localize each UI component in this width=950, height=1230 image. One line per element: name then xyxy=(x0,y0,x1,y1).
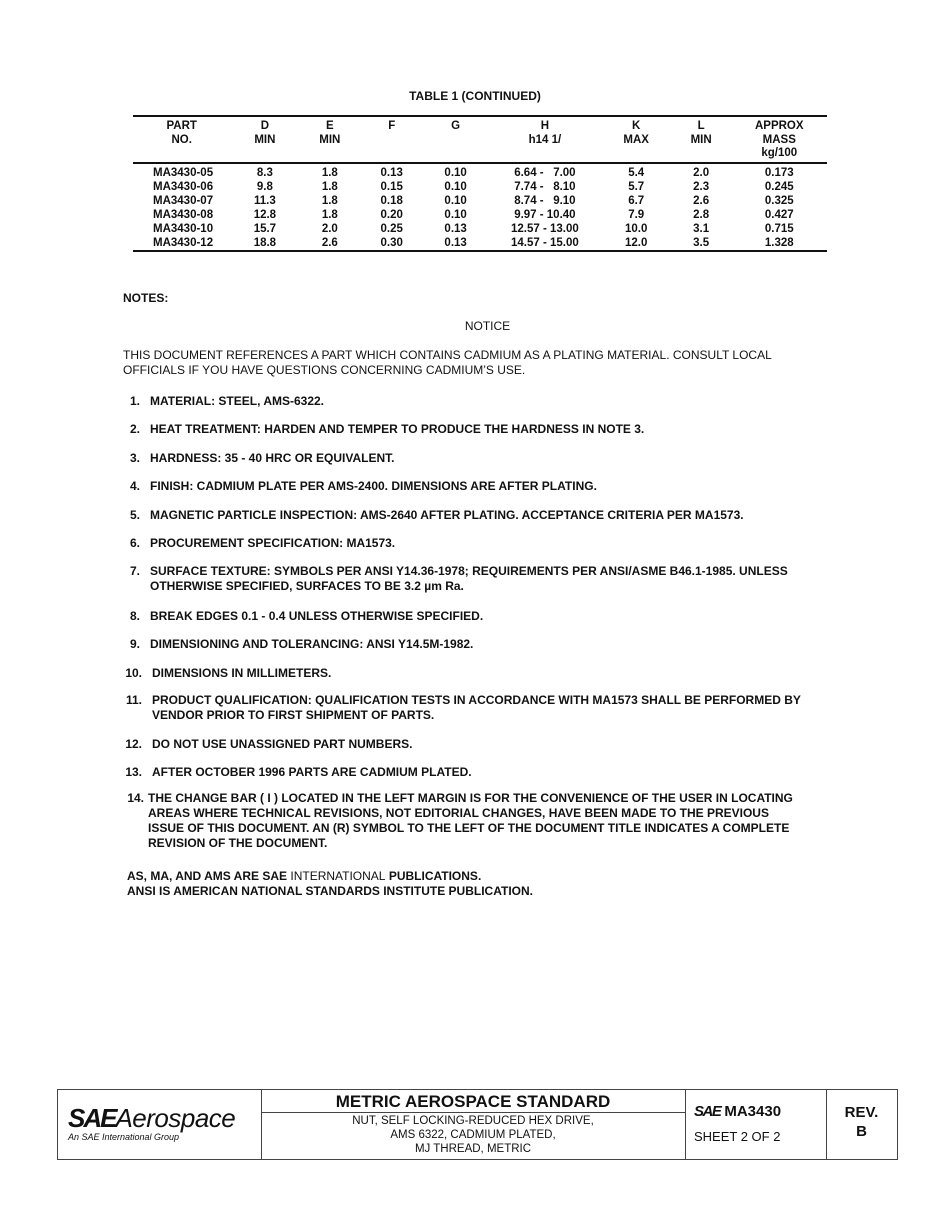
revision-label: REV. xyxy=(844,1104,879,1121)
table-cell: 0.25 xyxy=(380,222,403,235)
revision-value: B xyxy=(856,1123,867,1140)
column-header xyxy=(732,116,827,163)
table-cell: 2.6 xyxy=(321,236,338,249)
notice-text: THIS DOCUMENT REFERENCES A PART WHICH CONTAINS CADMIUM AS A PLATING MATERIAL. CONSULT LOCAL OFFICIALS IF YOU HAVE QUESTIONS CONCERNING CADMIUM’S USE. xyxy=(123,348,772,377)
publications-statement xyxy=(127,869,533,898)
table-row xyxy=(133,194,827,208)
column-header xyxy=(230,116,299,163)
table-cell: 0.10 xyxy=(444,194,467,207)
table-cell: MA3430-05 xyxy=(153,166,214,179)
table-row xyxy=(133,208,827,222)
table-cell: 0.245 xyxy=(764,180,794,193)
revision-cell xyxy=(826,1090,897,1159)
table-cell: 2.6 xyxy=(693,194,710,207)
table-cell: 0.15 xyxy=(380,180,403,193)
table-cell: 8.3 xyxy=(256,166,273,179)
table-cell: 2.8 xyxy=(693,208,710,221)
sae-aerospace-logo xyxy=(68,1103,235,1134)
note-number: 8. xyxy=(129,609,140,623)
note-text: THE CHANGE BAR ( I ) LOCATED IN THE LEFT MARGIN IS FOR THE CONVENIENCE OF THE USER IN LOCATING AREAS WHERE TECHNICAL REVISIONS, NOT EDITORIAL CHANGES, HAVE BEEN MADE TO THE PREVIOUS ISSUE OF THIS DOCUMENT. AN (R) SYMBOL TO THE LEFT OF THE DOCUMENT TITLE INDICATES A COMPLETE REVISION OF THE DOCUMENT. xyxy=(148,791,793,850)
note-text: FINISH: CADMIUM PLATE PER AMS-2400. DIMENSIONS ARE AFTER PLATING. xyxy=(150,479,597,493)
publications-international: INTERNATIONAL xyxy=(290,869,386,883)
table-cell: MA3430-12 xyxy=(153,236,214,249)
table-row xyxy=(133,222,827,236)
table-cell: 8.74 - 9.10 xyxy=(514,194,576,207)
table-row xyxy=(133,236,827,251)
table-cell: 12.57 - 13.00 xyxy=(511,222,579,235)
note-text: DIMENSIONS IN MILLIMETERS. xyxy=(152,666,332,680)
logo-cell xyxy=(58,1090,262,1159)
table-cell: 3.1 xyxy=(693,222,710,235)
table-cell: 0.20 xyxy=(380,208,403,221)
column-header-line: MIN xyxy=(319,133,341,146)
table-cell: 1.8 xyxy=(321,180,338,193)
table-cell: 6.64 - 7.00 xyxy=(514,166,576,179)
column-header-line: D xyxy=(260,120,270,132)
table-cell: 0.10 xyxy=(444,166,467,179)
table-cell: 1.8 xyxy=(321,208,338,221)
note-text: DO NOT USE UNASSIGNED PART NUMBERS. xyxy=(152,737,413,751)
description-line: MJ THREAD, METRIC xyxy=(414,1143,532,1155)
column-header-line: APPROX xyxy=(754,120,804,132)
table-cell: 1.8 xyxy=(321,166,338,179)
column-header xyxy=(299,116,360,163)
note-text: PRODUCT QUALIFICATION: QUALIFICATION TESTS IN ACCORDANCE WITH MA1573 SHALL BE PERFORMED BY VENDOR PRIOR TO FIRST SHIPMENT OF PARTS. xyxy=(152,693,801,722)
note-number: 13. xyxy=(125,765,142,779)
table-cell: 0.30 xyxy=(380,236,403,249)
note-number: 3. xyxy=(129,451,140,465)
note-text: HARDNESS: 35 - 40 HRC OR EQUIVALENT. xyxy=(150,451,395,465)
dimensions-table xyxy=(133,115,827,252)
logo-subtitle: An SAE International Group xyxy=(68,1132,180,1142)
table-cell: 2.0 xyxy=(321,222,338,235)
table-cell: 15.7 xyxy=(253,222,277,235)
column-header-line: MASS xyxy=(762,133,796,146)
table-cell: 3.5 xyxy=(693,236,710,249)
publications-line-1 xyxy=(127,869,533,884)
table-cell: MA3430-06 xyxy=(153,180,214,193)
logo-aerospace-text: Aerospace xyxy=(115,1103,236,1133)
column-header-line: h14 1/ xyxy=(528,133,562,146)
table-cell: 7.74 - 8.10 xyxy=(514,180,576,193)
part-description xyxy=(261,1114,685,1156)
table-cell: 6.7 xyxy=(628,194,645,207)
column-header-line: G xyxy=(451,120,461,132)
column-header-line xyxy=(360,134,423,147)
title-cell xyxy=(261,1090,686,1159)
note-number: 7. xyxy=(129,564,140,578)
table-cell: 2.3 xyxy=(693,180,710,193)
column-header-line xyxy=(423,134,488,147)
table-cell: MA3430-07 xyxy=(153,194,214,207)
table-cell: 0.715 xyxy=(764,222,794,235)
note-number: 11. xyxy=(125,693,142,707)
column-header-line: PART xyxy=(166,120,197,132)
table-cell: 0.13 xyxy=(380,166,403,179)
table-cell: 0.10 xyxy=(444,180,467,193)
table-cell: 9.8 xyxy=(256,180,273,193)
column-header-line: F xyxy=(388,120,396,132)
column-header-line: K xyxy=(632,120,641,132)
note-text: HEAT TREATMENT: HARDEN AND TEMPER TO PRODUCE THE HARDNESS IN NOTE 3. xyxy=(150,422,645,436)
table-cell: 0.18 xyxy=(380,194,403,207)
note-number: 6. xyxy=(129,536,140,550)
column-header-line: MIN xyxy=(254,133,276,146)
column-header xyxy=(423,116,488,163)
logo-sae-text: SAE xyxy=(68,1103,116,1133)
note-number: 9. xyxy=(129,637,140,651)
table-cell: 0.325 xyxy=(764,194,794,207)
title-block xyxy=(57,1089,898,1160)
column-header-line: L xyxy=(697,120,705,132)
table-title: TABLE 1 (CONTINUED) xyxy=(409,89,541,103)
table-cell: 0.13 xyxy=(444,236,467,249)
note-number: 12. xyxy=(125,737,142,751)
note-text: DIMENSIONING AND TOLERANCING: ANSI Y14.5M-1982. xyxy=(150,637,474,651)
table-cell: 0.13 xyxy=(444,222,467,235)
table-cell: 0.10 xyxy=(444,208,467,221)
column-header-line: MAX xyxy=(623,133,649,146)
sae-mini-logo: SAE xyxy=(694,1103,721,1120)
notice-title: NOTICE xyxy=(464,319,511,333)
column-header xyxy=(133,116,230,163)
note-number: 1. xyxy=(129,394,140,408)
column-header-line: H xyxy=(540,120,550,132)
table-cell: 11.3 xyxy=(254,194,276,207)
table-row xyxy=(133,163,827,180)
note-number: 4. xyxy=(129,479,140,493)
note-text: MATERIAL: STEEL, AMS-6322. xyxy=(150,394,325,408)
table-cell: 1.8 xyxy=(321,194,338,207)
note-text: MAGNETIC PARTICLE INSPECTION: AMS-2640 AFTER PLATING. ACCEPTANCE CRITERIA PER MA1573. xyxy=(150,508,744,522)
note-text: AFTER OCTOBER 1996 PARTS ARE CADMIUM PLATED. xyxy=(152,765,472,779)
table-row xyxy=(133,180,827,194)
sheet-number: SHEET 2 OF 2 xyxy=(694,1129,781,1144)
column-header xyxy=(360,116,423,163)
table-cell: 14.57 - 15.00 xyxy=(511,236,579,249)
table-cell: 10.0 xyxy=(625,222,648,235)
publications-line-2: ANSI IS AMERICAN NATIONAL STANDARDS INSTITUTE PUBLICATION. xyxy=(127,883,533,898)
table-cell: 18.8 xyxy=(253,236,277,249)
column-header-line: E xyxy=(325,120,334,132)
description-line: AMS 6322, CADMIUM PLATED, xyxy=(390,1129,556,1141)
table-cell: 0.173 xyxy=(764,166,794,179)
publications-text: AS, MA, AND AMS ARE SAE xyxy=(127,869,288,883)
column-header-line: kg/100 xyxy=(761,147,798,159)
part-number-value: MA3430 xyxy=(724,1103,782,1120)
table-body xyxy=(133,163,827,251)
table-cell: MA3430-08 xyxy=(153,208,214,221)
table-header xyxy=(133,116,827,163)
note-text: PROCUREMENT SPECIFICATION: MA1573. xyxy=(150,536,396,550)
revision xyxy=(826,1103,897,1141)
column-header-line: MIN xyxy=(690,133,712,146)
note-text: BREAK EDGES 0.1 - 0.4 UNLESS OTHERWISE SPECIFIED. xyxy=(150,609,484,623)
table-cell: 5.7 xyxy=(628,180,645,193)
note-text: SURFACE TEXTURE: SYMBOLS PER ANSI Y14.36-1978; REQUIREMENTS PER ANSI/ASME B46.1-1985. UNLESS OTHERWISE SPECIFIED, SURFACES TO BE 3.2 µm Ra. xyxy=(150,564,788,593)
column-header xyxy=(671,116,732,163)
description-line: NUT, SELF LOCKING-REDUCED HEX DRIVE, xyxy=(352,1115,594,1127)
publications-text-end: PUBLICATIONS. xyxy=(388,869,482,883)
part-number xyxy=(694,1103,781,1120)
table-cell: MA3430-10 xyxy=(153,222,214,235)
table-cell: 9.97 - 10.40 xyxy=(514,208,576,221)
table-cell: 5.4 xyxy=(628,166,645,179)
standard-title: METRIC AEROSPACE STANDARD xyxy=(261,1090,685,1113)
part-number-cell xyxy=(685,1090,827,1159)
note-number: 2. xyxy=(129,422,140,436)
note-number: 14. xyxy=(127,791,144,805)
table-cell: 12.8 xyxy=(253,208,277,221)
table-cell: 1.328 xyxy=(764,236,794,249)
column-header-line: NO. xyxy=(171,133,192,146)
note-number: 10. xyxy=(125,666,142,680)
table-cell: 2.0 xyxy=(693,166,710,179)
note-number: 5. xyxy=(129,508,140,522)
column-header xyxy=(602,116,671,163)
table-cell: 12.0 xyxy=(625,236,648,249)
table-cell: 7.9 xyxy=(628,208,645,221)
table-cell: 0.427 xyxy=(764,208,794,221)
column-header xyxy=(488,116,602,163)
notes-heading: NOTES: xyxy=(123,291,169,305)
